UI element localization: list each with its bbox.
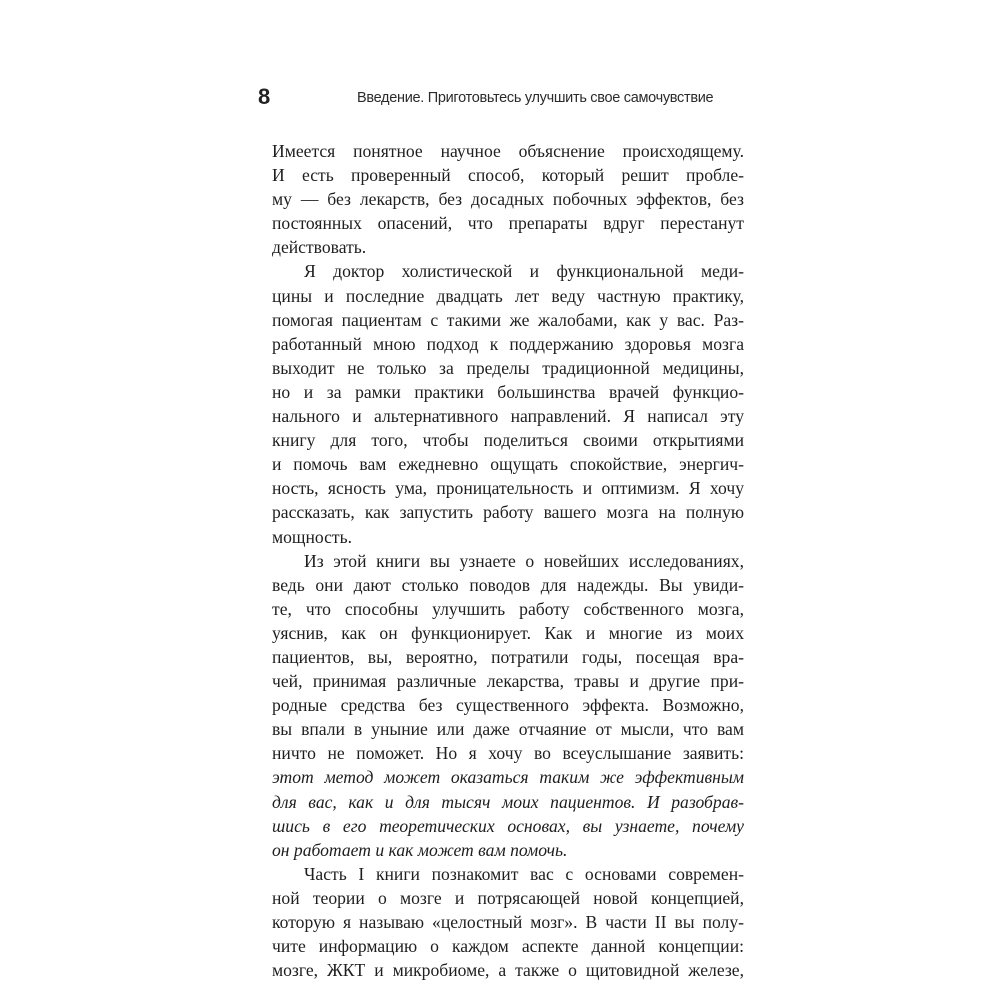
text-line: цины и последние двадцать лет веду частную практику, [272, 285, 744, 306]
emphasis-line: шись в его теоретических основах, вы узнаете, почему [272, 815, 744, 836]
text-line: которую я называю «целостный мозг». В части II вы полу- [272, 912, 744, 932]
text-line: ведь они дают столько поводов для надежды. Вы увиди- [272, 574, 744, 595]
emphasis-line: он работает и как может вам помочь. [272, 839, 568, 860]
text-line: вы впали в уныние или даже отчаяние от мысли, что вам [272, 719, 744, 740]
text-line: Имеется понятное научное объяснение происходящему. [272, 141, 744, 161]
text-line: но и за рамки практики большинства врачей функцио- [272, 381, 744, 402]
text-line: ность, ясность ума, проницательность и оптимизм. Я хочу [272, 478, 744, 499]
emphasis-line: для вас, как и для тысяч моих пациентов. И разобрав- [272, 791, 744, 812]
text-line: ничто не поможет. Но я хочу во всеуслышание заявить: [272, 743, 744, 764]
text-line: уяснив, как он функционирует. Как и многие из моих [272, 622, 744, 643]
text-line: пациентов, вы, вероятно, потратили годы, посещая вра- [272, 646, 744, 667]
body-text [272, 139, 744, 982]
text-line: постоянных опасений, что препараты вдруг перестанут [272, 213, 744, 234]
text-line: Я доктор холистической и функциональной меди- [304, 261, 744, 282]
text-line: действовать. [272, 237, 367, 258]
text-line: чите информацию о каждом аспекте данной концепции: [272, 936, 744, 957]
text-line: мозге, ЖКТ и микробиоме, а также о щитовидной железе, [272, 960, 744, 981]
text-line: и помочь вам ежедневно ощущать спокойствие, энергич- [272, 454, 744, 475]
text-line: рассказать, как запустить работу вашего мозга на полную [272, 502, 744, 523]
text-line: И есть проверенный способ, который решит пробле- [272, 165, 744, 186]
text-line: помогая пациентам с такими же жалобами, как у вас. Раз- [272, 309, 744, 330]
running-head: Введение. Приготовьтесь улучшить свое самочувствие [357, 90, 714, 106]
emphasis-line: этот метод может оказаться таким же эффективным [272, 767, 744, 788]
page-number: 8 [258, 84, 271, 109]
text-line: ной теории о мозге и потрясающей новой концепцией, [272, 887, 744, 908]
text-line: Часть I книги познакомит вас с основами современ- [304, 863, 744, 884]
text-line: те, что способны улучшить работу собственного мозга, [272, 598, 744, 619]
text-line: книгу для того, чтобы поделиться своими открытиями [272, 430, 744, 451]
text-line: родные средства без существенного эффекта. Возможно, [272, 695, 744, 716]
text-line: выходит не только за пределы традиционной медицины, [272, 357, 744, 378]
text-line: чей, принимая различные лекарства, травы и другие при- [272, 671, 744, 692]
text-line: мощность. [272, 526, 353, 547]
text-line: нального и альтернативного направлений. Я написал эту [272, 406, 744, 427]
text-line: Из этой книги вы узнаете о новейших исследованиях, [304, 550, 744, 571]
page-header [258, 84, 758, 114]
text-line: му — без лекарств, без досадных побочных эффектов, без [272, 189, 744, 210]
text-line: работанный мною подход к поддержанию здоровья мозга [272, 333, 744, 354]
